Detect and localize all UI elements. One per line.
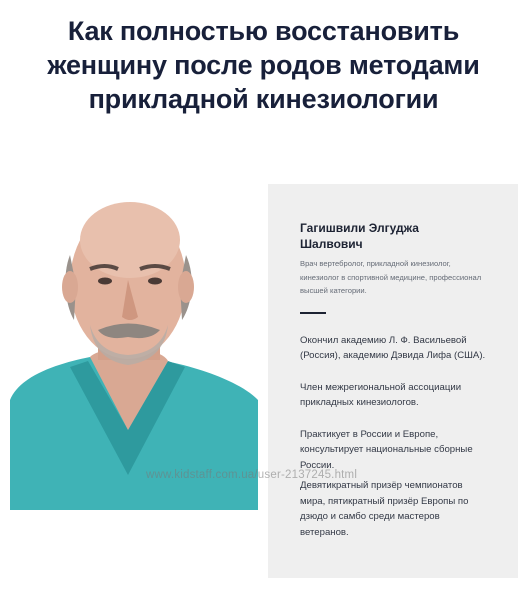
doctor-photo xyxy=(10,185,258,510)
bio-education: Окончил академию Л. Ф. Васильевой (Россия), академию Дэвида Лифа (США). xyxy=(300,334,486,361)
watermark-text: www.kidstaff.com.ua/user-2137245.html xyxy=(146,469,358,481)
doctor-info-card xyxy=(268,184,518,578)
bio-awards: Девятикратный призёр чемпионатов мира, пятикратный призёр Европы по дзюдо и самбо среди мастеров ветеранов. xyxy=(300,480,469,538)
divider xyxy=(300,312,326,314)
bio-membership: Член межрегиональной ассоциации прикладных кинезиологов. xyxy=(300,381,462,408)
bio-practice: Практикует в России и Европе, консультирует национальные сборные России. xyxy=(300,428,473,471)
page-title: Как полностью восстановить женщину после родов методами прикладной кинезиологии xyxy=(47,16,480,114)
doctor-name: Гагишвили Элгуджа Шалвович xyxy=(300,221,419,251)
doctor-role: Врач вертебролог, прикладной кинезиолог, кинезиолог в спортивной медицине, профессионал высшей категории. xyxy=(300,259,482,295)
